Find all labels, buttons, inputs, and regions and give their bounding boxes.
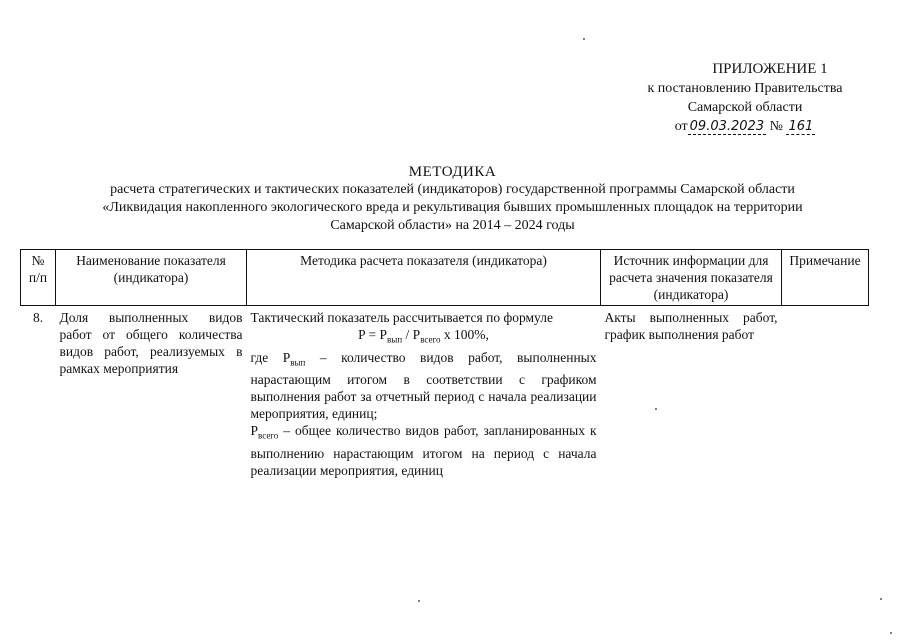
- method-formula: $P = P_{вып} / P_{всего}$ х 100%,: [358, 327, 489, 345]
- number-value: 161: [788, 119, 814, 134]
- header-num: № п/п: [21, 250, 56, 306]
- method-where-1: где $P_{вып}$ – количество видов работ, выполненных нарастающим итогом в соответствии с графиком выполнения работ за отчетный период с начала реализации мероприятия, единиц;: [250, 349, 597, 422]
- document-title: [40, 163, 865, 235]
- header-note: Примечание: [782, 250, 869, 306]
- header-method: Методика расчета показателя (индикатора): [247, 250, 601, 306]
- cell-method: [247, 306, 601, 483]
- date-value: 09.03.2023: [689, 119, 765, 134]
- appendix-header: ПРИЛОЖЕНИЕ 1: [712, 61, 828, 77]
- header-source: Источник информации для расчета значения показателя (индикатора): [601, 250, 782, 306]
- title-line3: Самарской области» на 2014 – 2024 годы: [330, 218, 575, 233]
- appendix-line2: Самарской области: [687, 100, 803, 115]
- scan-speck: [880, 598, 882, 600]
- cell-num: 8.: [32, 310, 44, 325]
- scan-speck: [583, 38, 585, 40]
- scan-speck: [655, 408, 657, 410]
- title-line2: «Ликвидация накопленного экологического вреда и рекультивация бывших промышленных площадок на территории: [102, 200, 803, 215]
- cell-name: Доля выполненных видов работ от общего количества видов работ, реализуемых в рамках мероприятия: [59, 310, 243, 376]
- cell-note: [782, 306, 869, 483]
- scan-speck: [890, 632, 892, 634]
- method-where-2: $P_{всего}$ – общее количество видов работ, запланированных к выполнению нарастающим итогом на период с начала реализации мероприятия, единиц: [250, 423, 597, 479]
- title-line1: расчета стратегических и тактических показателей (индикаторов) государственной программы Самарской области: [110, 182, 795, 197]
- indicator-table: [20, 249, 869, 482]
- scan-speck: [418, 600, 420, 602]
- appendix-date-line: [600, 117, 890, 136]
- method-intro: Тактический показатель рассчитывается по формуле: [250, 310, 553, 325]
- header-name: Наименование показателя (индикатора): [56, 250, 247, 306]
- table-row: [21, 306, 869, 483]
- title-main: МЕТОДИКА: [408, 164, 497, 180]
- number-prefix: №: [769, 119, 783, 134]
- appendix-line1: к постановлению Правительства: [647, 81, 843, 96]
- appendix-block: [600, 60, 890, 136]
- table-header-row: [21, 250, 869, 306]
- cell-source: Акты выполненных работ, график выполнения работ: [604, 310, 778, 342]
- date-prefix: от: [674, 119, 688, 134]
